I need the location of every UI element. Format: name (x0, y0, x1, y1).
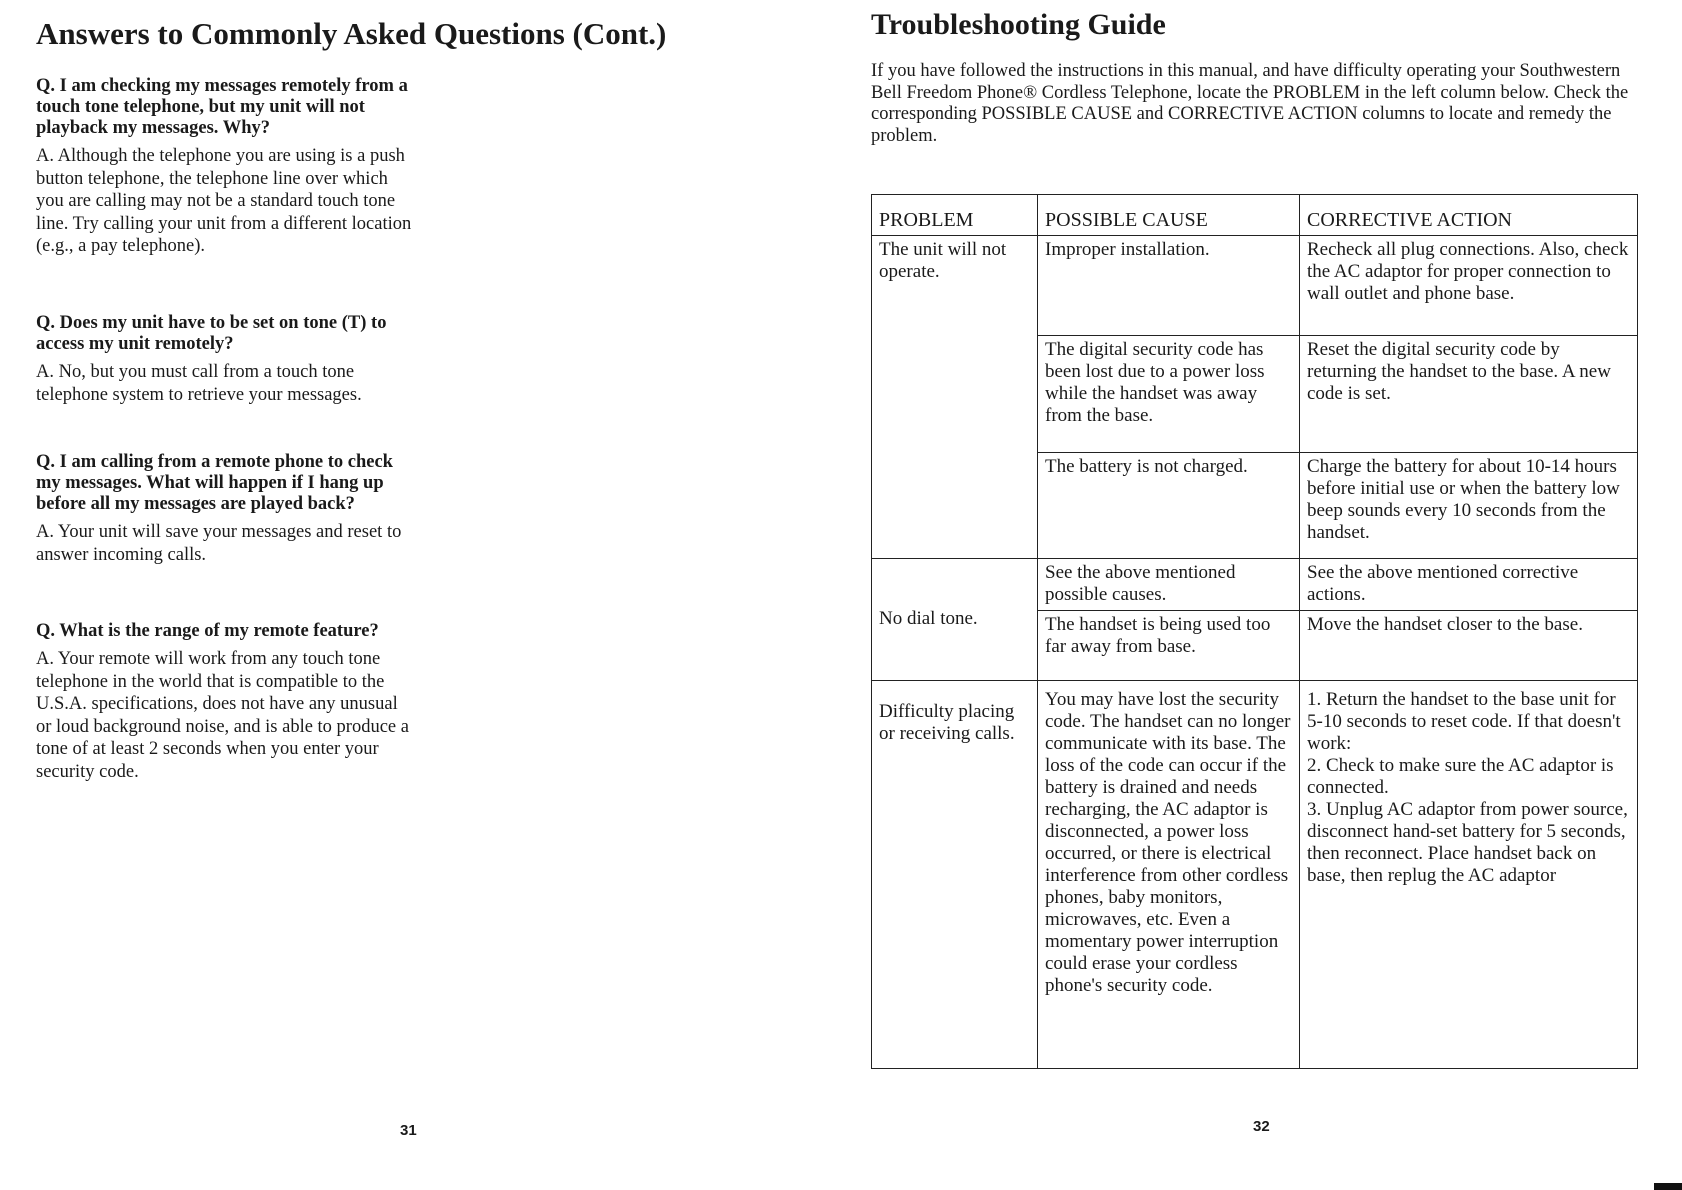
table-row (872, 681, 1638, 1069)
faq-question: Q. I am calling from a remote phone to check my messages. What will happen if I hang up before all my messages are played back? (36, 452, 393, 514)
faq-question: Q. What is the range of my remote feature? (36, 621, 379, 641)
troubleshooting-table (871, 194, 1638, 1069)
cause-cell: The battery is not charged. (1038, 453, 1300, 559)
problem-cell: The unit will not operate. (872, 236, 1038, 559)
page-number: 31 (400, 1122, 417, 1139)
cause-cell: You may have lost the security code. The handset can no longer communicate with its base. The loss of the code can occur if the battery is drained and needs recharging, the AC adaptor is disconnected, a power loss occurred, or there is electrical interference from other cordless phones, baby monitors, microwaves, etc. Even a momentary power interruption could erase your cordless phone's security code. (1038, 681, 1300, 1069)
page-number: 32 (1253, 1118, 1270, 1135)
faq-item (36, 452, 416, 566)
scan-edge-mark (1654, 1183, 1682, 1190)
faq-item (36, 621, 416, 783)
faq-heading: Answers to Commonly Asked Questions (Cont.) (36, 16, 667, 51)
header-problem: PROBLEM (872, 195, 1038, 236)
cause-cell: Improper installation. (1038, 236, 1300, 336)
action-cell: Reset the digital security code by returning the handset to the base. A new code is set. (1300, 336, 1638, 453)
action-step: 2. Check to make sure the AC adaptor is connected. (1307, 755, 1614, 798)
action-step: 3. Unplug AC adaptor from power source, disconnect hand-set battery for 5 seconds, then reconnect. Place handset back on base, then replug the AC adaptor (1307, 799, 1628, 886)
troubleshooting-intro: If you have followed the instructions in this manual, and have difficulty operating your Southwestern Bell Freedom Phone® Cordless Telephone, locate the PROBLEM in the left column below. Check the corresponding POSSIBLE CAUSE and CORRECTIVE ACTION columns to locate and remedy the problem. (871, 61, 1629, 146)
faq-question: Q. Does my unit have to be set on tone (T) to access my unit remotely? (36, 313, 387, 354)
header-corrective-action: CORRECTIVE ACTION (1300, 195, 1638, 236)
table-header-row (872, 195, 1638, 236)
faq-answer: A. Although the telephone you are using is a push button telephone, the telephone line over which you are calling may not be a standard touch tone line. Try calling your unit from a different location (e.g., a pay telephone). (36, 146, 412, 256)
header-possible-cause: POSSIBLE CAUSE (1038, 195, 1300, 236)
faq-question: Q. I am checking my messages remotely from a touch tone telephone, but my unit will not playback my messages. Why? (36, 76, 408, 138)
action-cell: See the above mentioned corrective actions. (1300, 559, 1638, 611)
right-page (841, 0, 1682, 1190)
faq-answer: A. Your remote will work from any touch tone telephone in the world that is compatible to the U.S.A. specifications, does not have any unusual or loud background noise, and is able to produce a tone of at least 2 seconds when you enter your security code. (36, 649, 409, 782)
action-step: 1. Return the handset to the base unit for 5-10 seconds to reset code. If that doesn't work: (1307, 689, 1621, 754)
faq-answer: A. Your unit will save your messages and reset to answer incoming calls. (36, 522, 402, 565)
cause-cell: The digital security code has been lost due to a power loss while the handset was away from the base. (1038, 336, 1300, 453)
problem-cell: Difficulty placing or receiving calls. (872, 681, 1038, 1069)
table-row (872, 236, 1638, 336)
faq-item (36, 76, 416, 258)
action-cell: Charge the battery for about 10-14 hours before initial use or when the battery low beep sounds every 10 seconds from the handset. (1300, 453, 1638, 559)
faq-answer: A. No, but you must call from a touch tone telephone system to retrieve your messages. (36, 362, 362, 405)
action-cell: Recheck all plug connections. Also, check the AC adaptor for proper connection to wall outlet and phone base. (1300, 236, 1638, 336)
action-cell: Move the handset closer to the base. (1300, 611, 1638, 681)
cause-cell: See the above mentioned possible causes. (1038, 559, 1300, 611)
troubleshooting-heading: Troubleshooting Guide (871, 8, 1166, 41)
table-row (872, 559, 1638, 611)
problem-cell: No dial tone. (872, 559, 1038, 681)
faq-item (36, 313, 416, 406)
action-cell (1300, 681, 1638, 1069)
cause-cell: The handset is being used too far away from base. (1038, 611, 1300, 681)
